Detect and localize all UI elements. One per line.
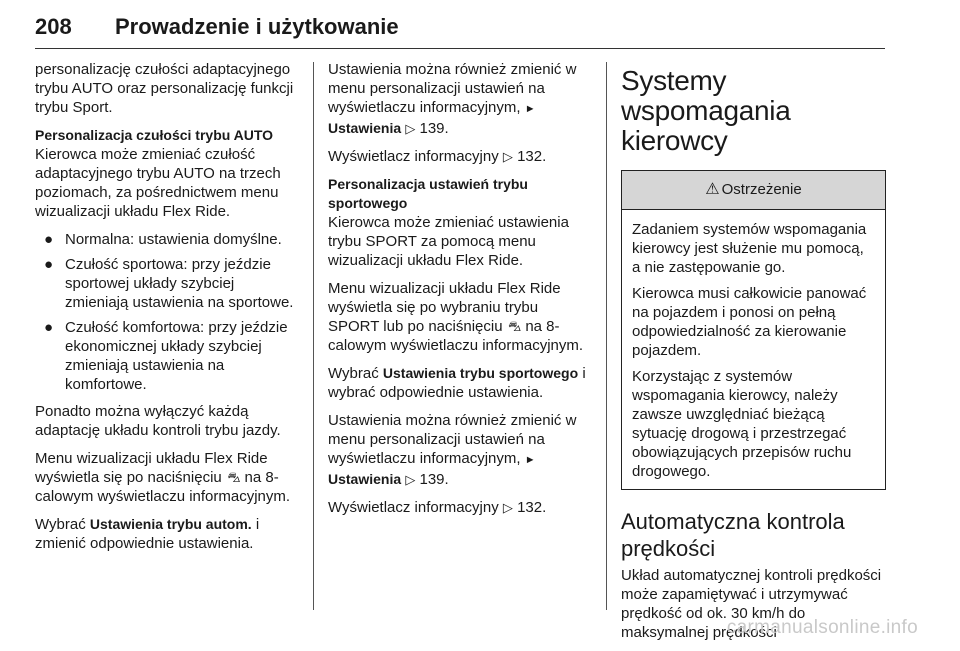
menu-label: Ustawienia	[328, 120, 402, 136]
list-item: ● Czułość sportowa: przy jeździe sportowej układy szybciej zmieniają ustawienia na sportowe.	[44, 256, 294, 311]
paragraph: Kierowca może zmieniać czułość adaptacyjnego trybu AUTO na trzech poziomach, za pośrednictwem menu wizualizacji układu Flex Ride.	[35, 146, 281, 220]
column-3	[621, 60, 886, 651]
bullet-icon: ●	[44, 256, 54, 273]
column-divider	[313, 62, 314, 610]
paragraph: Wyświetlacz informacyjny ▷ 132.	[328, 148, 547, 165]
list-item: ● Czułość komfortowa: przy jeździe ekonomicznej układy szybciej zmieniają ustawienia na komfortowe.	[44, 319, 288, 393]
arrow-right-icon: ►	[524, 103, 536, 115]
warning-title: Ostrzeżenie	[721, 181, 802, 198]
page-ref[interactable]: 139.	[419, 120, 449, 137]
page-ref-icon: ▷	[405, 472, 416, 487]
column-1	[35, 60, 300, 562]
column-2	[328, 60, 593, 526]
bullet-list	[35, 230, 300, 394]
paragraph: Menu wizualizacji układu Flex Ride wyświetla się po naciśnięciu ⛍ na 8-calowym wyświetlaczu informacyjnym.	[35, 450, 291, 505]
paragraph: Menu wizualizacji układu Flex Ride wyświetla się po wybraniu trybu SPORT lub po naciśnięciu ⛍ na 8-calowym wyświetlaczu informacyjnym.	[328, 280, 584, 354]
menu-label: Ustawienia trybu sportowego	[382, 365, 579, 381]
page-title: Prowadzenie i użytkowanie	[115, 14, 399, 39]
section-heading: Systemy wspomagania kierowcy	[621, 65, 791, 156]
paragraph: Wybrać Ustawienia trybu sportowego i wybrać odpowiednie ustawienia.	[328, 365, 586, 401]
page-ref[interactable]: 132.	[517, 148, 547, 165]
paragraph: Układ automatycznej kontroli prędkości może zapamiętywać i utrzymywać prędkość od ok. 30 km/h do maksymalnej prędkości	[621, 567, 882, 641]
page-ref[interactable]: 132.	[517, 499, 547, 516]
page-ref-icon: ▷	[502, 500, 513, 515]
subheading-auto-sensitivity: Personalizacja czułości trybu AUTO	[35, 127, 274, 143]
arrow-right-icon: ►	[524, 454, 536, 466]
paragraph: Ustawienia można również zmienić w menu personalizacji ustawień na wyświetlaczu informacyjnym, ► Ustawienia ▷ 139.	[328, 412, 577, 488]
page-number: 208	[35, 14, 72, 39]
page-ref[interactable]: 139.	[419, 471, 449, 488]
paragraph: Kierowca musi całkowicie panować na pojazdem i ponosi on pełną odpowiedzialność za kierowanie pojazdem.	[632, 285, 867, 359]
warning-header	[622, 171, 885, 210]
warning-box	[621, 170, 886, 490]
bullet-icon: ●	[44, 319, 54, 336]
drive-mode-car-icon: ⛍	[506, 318, 522, 334]
paragraph: Wybrać Ustawienia trybu autom. i zmienić odpowiednie ustawienia.	[35, 516, 260, 552]
paragraph: Kierowca może zmieniać ustawienia trybu SPORT za pomocą menu wizualizacji układu Flex Ride.	[328, 214, 569, 269]
page-ref-icon: ▷	[405, 121, 416, 136]
page-ref-icon: ▷	[502, 149, 513, 164]
warning-body	[622, 210, 885, 489]
warning-icon: ⚠	[705, 181, 720, 198]
paragraph: Ponadto można wyłączyć każdą adaptację układu kontroli trybu jazdy.	[35, 403, 281, 439]
list-item: ● Normalna: ustawienia domyślne.	[44, 231, 282, 248]
paragraph: Zadaniem systemów wspomagania kierowcy jest służenie mu pomocą, a nie zastępowanie go.	[632, 221, 867, 276]
watermark: carmanualsonline.info	[726, 617, 918, 638]
paragraph: Korzystając z systemów wspomagania kierowcy, należy zawsze uwzględniać bieżącą sytuację drogową i przestrzegać obowiązujących przepisów ruchu drogowego.	[632, 368, 852, 480]
page-header	[35, 0, 885, 52]
column-divider	[606, 62, 607, 610]
drive-mode-car-icon: ⛍	[225, 469, 241, 485]
subheading-sport-settings: Personalizacja ustawień trybu sportowego	[328, 176, 528, 211]
paragraph: personalizację czułości adaptacyjnego trybu AUTO oraz personalizację funkcji trybu Sport.	[35, 61, 294, 116]
menu-label: Ustawienia	[328, 471, 402, 487]
paragraph: Wyświetlacz informacyjny ▷ 132.	[328, 499, 547, 516]
paragraph: Ustawienia można również zmienić w menu personalizacji ustawień na wyświetlaczu informacyjnym, ► Ustawienia ▷ 139.	[328, 61, 577, 137]
bullet-icon: ●	[44, 231, 54, 248]
header-rule	[35, 48, 885, 49]
subsection-heading: Automatyczna kontrola prędkości	[621, 509, 845, 561]
menu-label: Ustawienia trybu autom.	[89, 516, 252, 532]
